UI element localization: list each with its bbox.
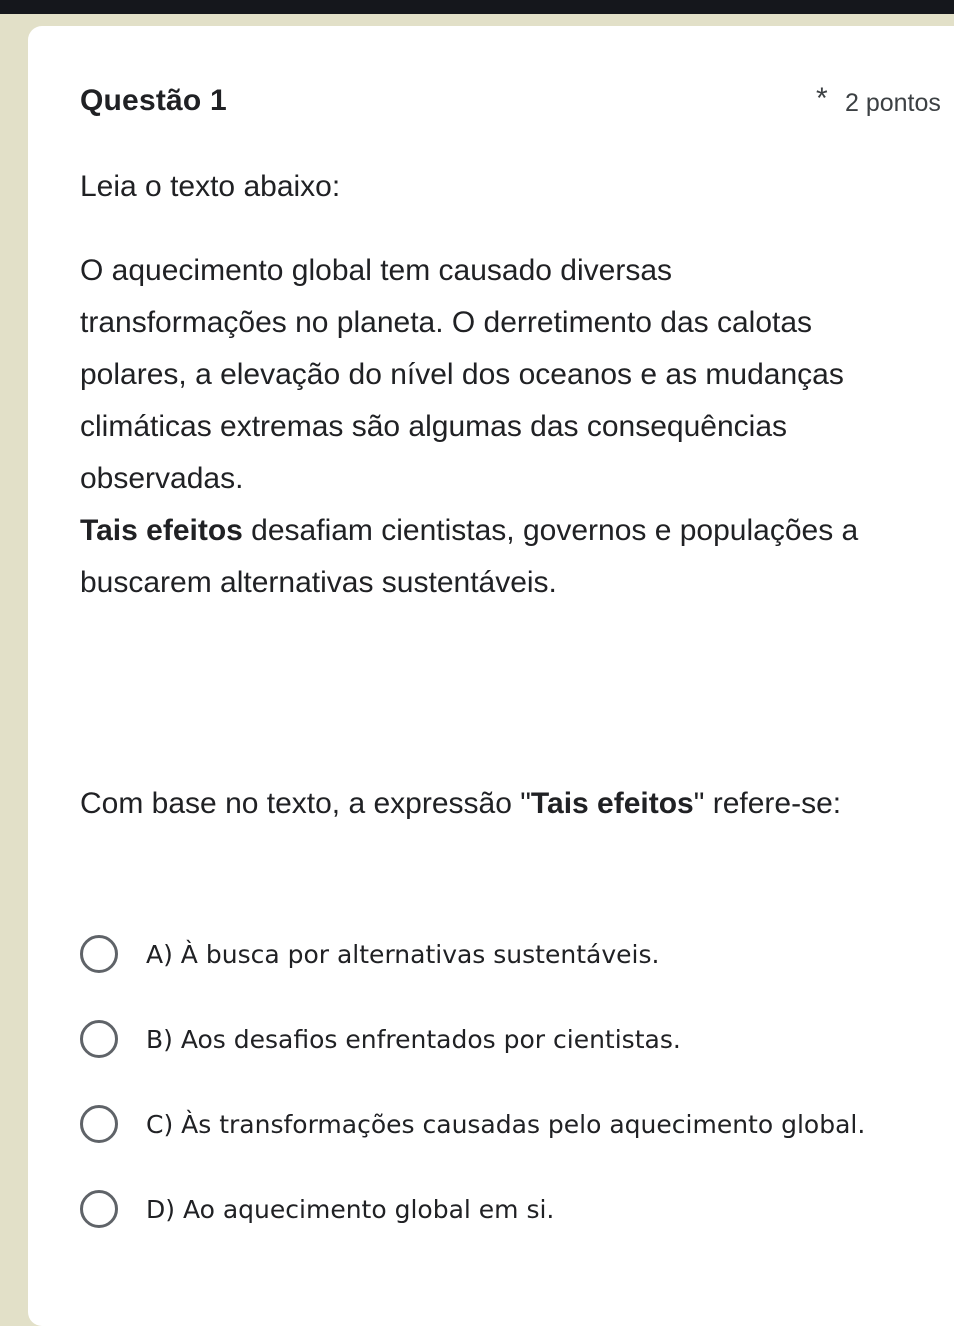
option-c-label: C) Às transformações causadas pelo aquecimento global. bbox=[146, 1109, 866, 1139]
option-c[interactable] bbox=[80, 1102, 865, 1146]
radio-button-a[interactable] bbox=[80, 935, 118, 973]
radio-button-b[interactable] bbox=[80, 1020, 118, 1058]
question-prompt bbox=[80, 778, 880, 830]
option-b-label: B) Aos desafios enfrentados por cientistas. bbox=[146, 1024, 681, 1054]
prompt-text-part: " refere-se: bbox=[693, 787, 842, 820]
option-d-label: D) Ao aquecimento global em si. bbox=[146, 1194, 555, 1224]
intro-text: Leia o texto abaixo: bbox=[80, 170, 341, 203]
radio-button-c[interactable] bbox=[80, 1105, 118, 1143]
passage-text-part: desafiam cientistas, governos e populações a buscarem alternativas sustentáveis. bbox=[80, 514, 859, 599]
passage-bold-phrase: Tais efeitos bbox=[80, 514, 243, 547]
question-title: Questão 1 bbox=[80, 84, 227, 117]
prompt-text-part: Com base no texto, a expressão " bbox=[80, 787, 531, 820]
question-card bbox=[28, 26, 954, 1326]
passage-text-part: O aquecimento global tem causado diversas transformações no planeta. O derretimento das calotas polares, a elevação do nível dos oceanos e as mudanças climáticas extremas são algumas das consequências observadas. bbox=[80, 254, 844, 495]
prompt-bold-phrase: Tais efeitos bbox=[530, 787, 694, 820]
passage-text bbox=[80, 245, 880, 609]
option-a-label: A) À busca por alternativas sustentáveis. bbox=[146, 939, 660, 969]
top-status-bar bbox=[0, 0, 954, 14]
required-asterisk: * bbox=[816, 82, 828, 115]
question-points: 2 pontos bbox=[845, 89, 941, 117]
option-a[interactable] bbox=[80, 932, 659, 976]
radio-button-d[interactable] bbox=[80, 1190, 118, 1228]
option-b[interactable] bbox=[80, 1017, 681, 1061]
option-d[interactable] bbox=[80, 1187, 554, 1231]
